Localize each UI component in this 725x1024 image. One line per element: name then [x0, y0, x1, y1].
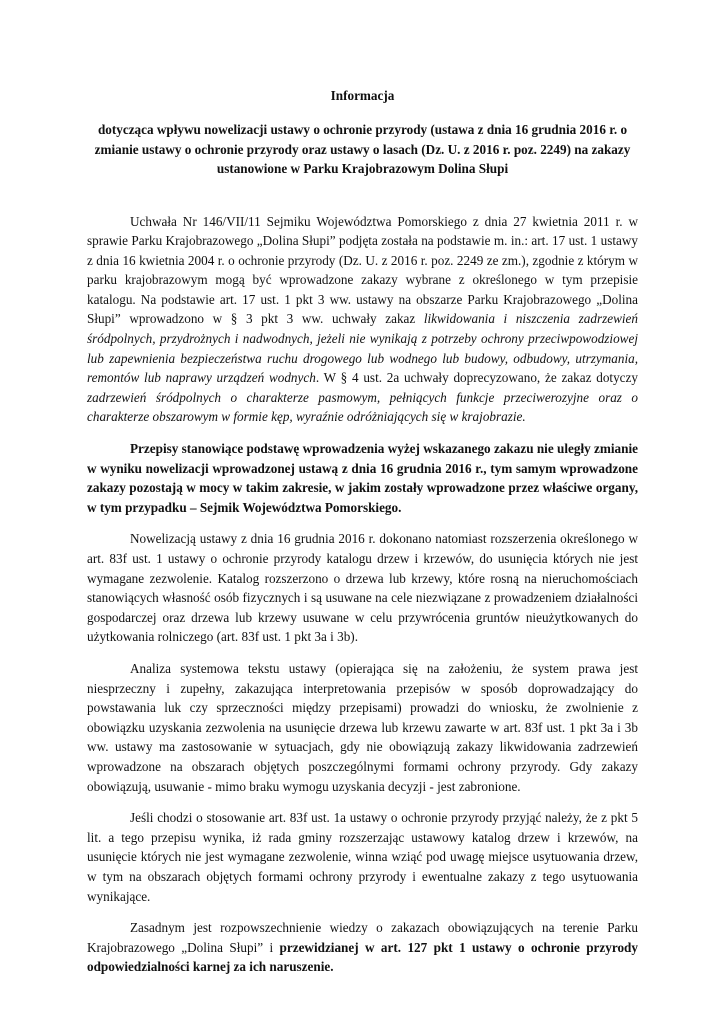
paragraph-1-italic-b: zadrzewień śródpolnych o charakterze pasmowym, pełniących funkcje przeciwerozyjne oraz o charakterze obszarowym w formie kęp, wyraźnie odróżniających się w krajobrazie. — [87, 389, 638, 425]
paragraph-1-text-a: Uchwała Nr 146/VII/11 Sejmiku Województwa Pomorskiego z dnia 27 kwietnia 2011 r. w sprawie Parku Krajobrazowego „Dolina Słupi” podjęta została na podstawie m. in.: art. 17 ust. 1 ustawy z dnia 16 kwietnia 2004 r. o ochronie przyrody (Dz. U. z 2016 r. poz. 2249 ze zm.), zgodnie z którym w parku krajobrazowym mogą być wprowadzone zakazy wybrane z określonego w tym przepisie katalogu. Na podstawie art. 17 ust. 1 pkt 3 ww. ustawy na obszarze Parku Krajobrazowego „Dolina Słupi” wprowadzono w § 3 pkt 3 ww. uchwały zakaz — [87, 213, 638, 327]
paragraph-6-bold-a: przewidzianej w art. 127 pkt 1 ustawy o ochronie przyrody odpowiedzialności karnej za ich naruszenie. — [87, 939, 638, 975]
paragraph-4: Analiza systemowa tekstu ustawy (opierająca się na założeniu, że system prawa jest niesprzeczny i zupełny, zakazująca interpretowania przepisów w sposób doprowadzający do powstawania luk czy sprzeczności między przepisami) prowadzi do wniosku, że zwolnienie z obowiązku uzyskania zezwolenia na usunięcie drzewa lub krzewu zawarte w art. 83f ust. 1 pkt 3a i 3b ww. ustawy ma zastosowanie w sytuacjach, gdy nie obowiązują zakazy likwidowania zadrzewień wprowadzone na obszarach objętych poszczególnymi formami ochrony przyrody. Gdy zakazy obowiązują, usuwanie - mimo braku wymogu uzyskania decyzji - jest zabronione. — [87, 660, 638, 794]
paragraph-6-text-a: Zasadnym jest rozpowszechnienie wiedzy o zakazach obowiązujących na terenie Parku Krajobrazowego „Dolina Słupi” i — [87, 920, 638, 955]
document-title: Informacja — [330, 88, 395, 103]
paragraph-6 — [87, 918, 638, 977]
paragraph-2: Przepisy stanowiące podstawę wprowadzenia wyżej wskazanego zakazu nie uległy zmianie w wyniku nowelizacji wprowadzonej ustawą z dnia 16 grudnia 2016 r., tym samym wprowadzone zakazy pozostają w mocy w takim zakresie, w jakim zostały wprowadzone przez właściwe organy, w tym przypadku – Sejmik Województwa Pomorskiego. — [87, 441, 638, 515]
paragraph-1-italic-a: likwidowania i niszczenia zadrzewień śródpolnych, przydrożnych i nadwodnych, jeżeli nie wynikają z potrzeby ochrony przeciwpowodziowej lub zapewnienia bezpieczeństwa ruchu drogowego lub wodnego lub budowy, odbudowy, utrzymania, remontów lub naprawy urządzeń wodnych — [87, 311, 638, 386]
paragraph-5: Jeśli chodzi o stosowanie art. 83f ust. 1a ustawy o ochronie przyrody przyjąć należy, że z pkt 5 lit. a tego przepisu wynika, iż rada gminy rozszerzając ustawowy katalog drzew i krzewów, na usunięcie których nie jest wymagane zezwolenie, winna wziąć pod uwagę miejsce usytuowania drzew, w tym na obszarach objętych formami ochrony przyrody i ewentualne zakazy z tego usytuowania wynikające. — [87, 810, 638, 904]
paragraph-1 — [87, 212, 638, 428]
paragraph-3: Nowelizacją ustawy z dnia 16 grudnia 2016 r. dokonano natomiast rozszerzenia określonego w art. 83f ust. 1 ustawy o ochronie przyrody katalogu drzew i krzewów, do usunięcia których nie jest wymagane zezwolenie. Katalog rozszerzono o drzewa lub krzewy, które rosną na nieruchomościach stanowiących własność osób fizycznych i są usuwane na cele niezwiązane z prowadzeniem działalności gospodarczej oraz drzewa lub krzewy usuwane w celu przywrócenia gruntów nieużytkowanych do użytkowania rolniczego (art. 83f ust. 1 pkt 3a i 3b). — [87, 531, 638, 645]
paragraph-1-text-b: . W § 4 ust. 2a uchwały doprecyzowano, że zakaz dotyczy — [315, 370, 638, 386]
document-subtitle: dotycząca wpływu nowelizacji ustawy o ochronie przyrody (ustawa z dnia 16 grudnia 2016 r. o zmianie ustawy o ochronie przyrody oraz ustawy o lasach (Dz. U. z 2016 r. poz. 2249) na zakazy ustanowione w Parku Krajobrazowym Dolina Słupi — [94, 122, 631, 176]
